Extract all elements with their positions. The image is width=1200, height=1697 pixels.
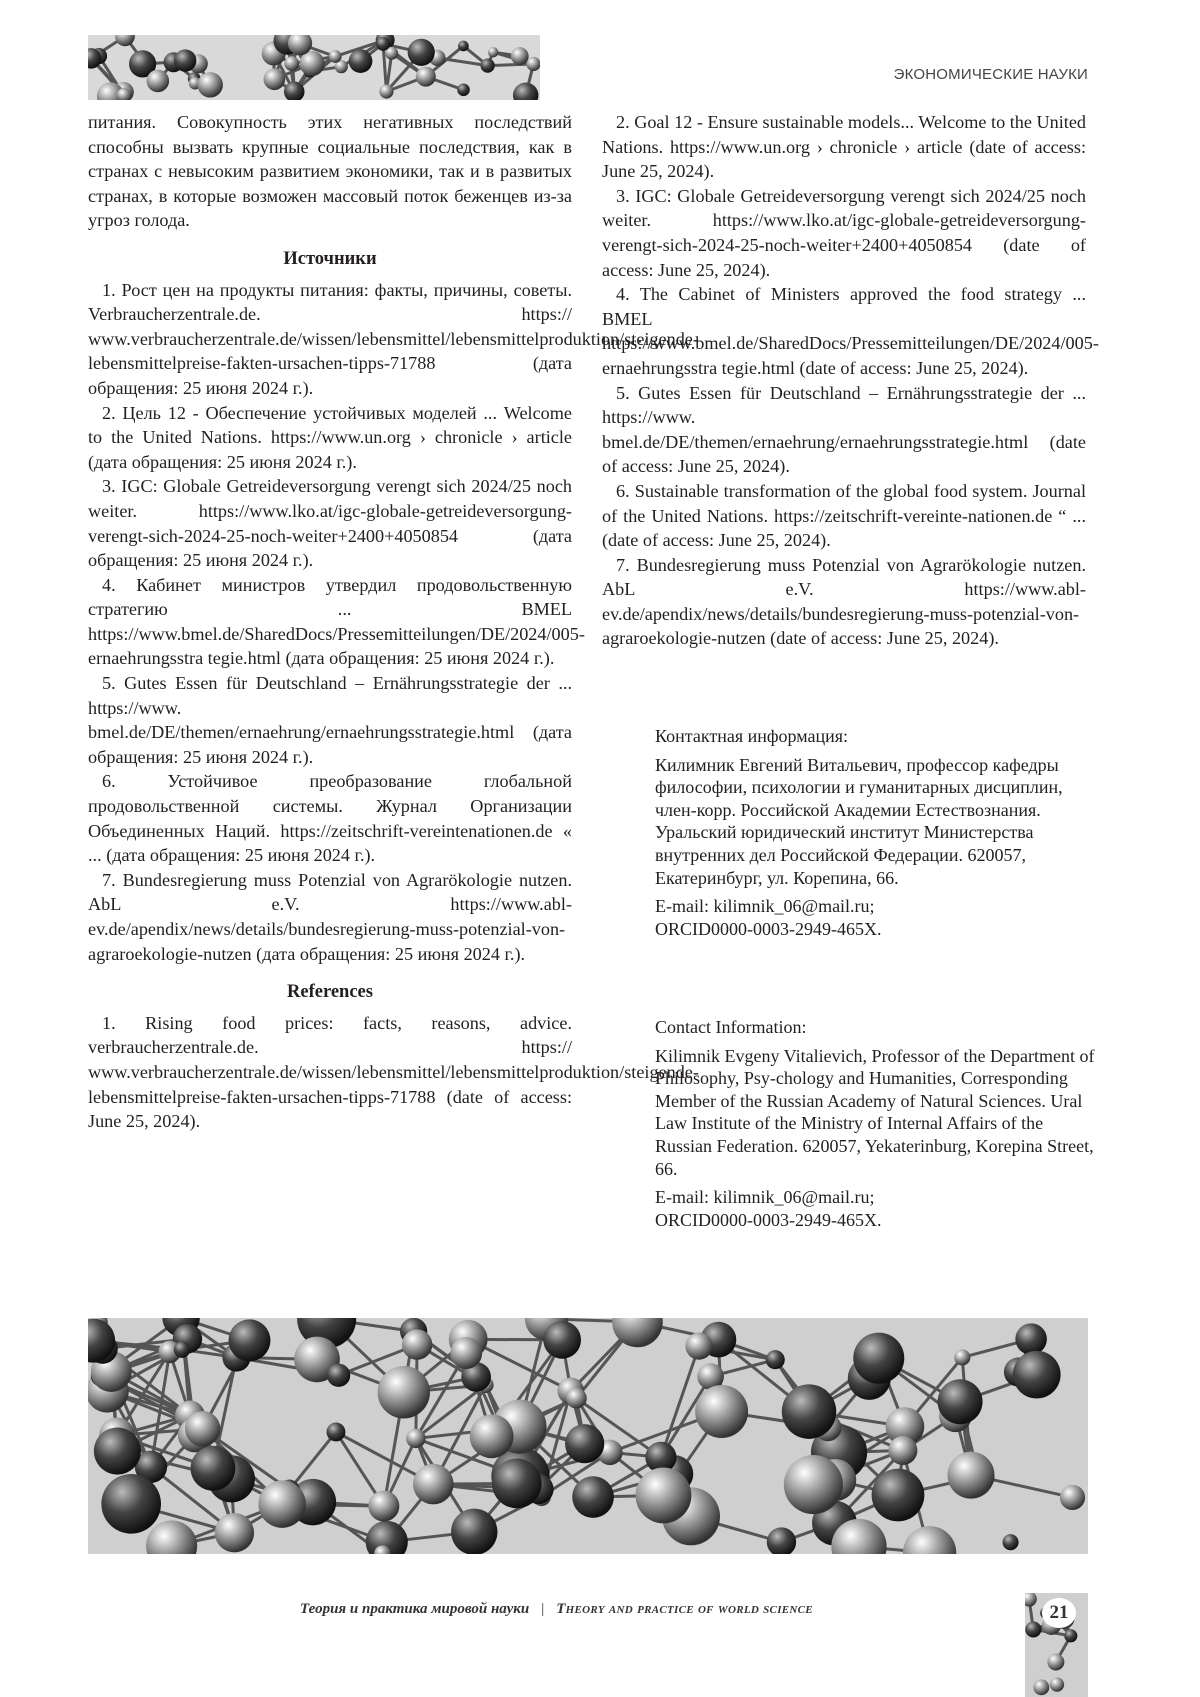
atom (1025, 1593, 1037, 1607)
atom (101, 1474, 161, 1534)
atom (215, 1513, 254, 1552)
atom (1025, 1621, 1041, 1637)
source-item: 2. Цель 12 - Обеспечение устойчивых моделей ... Welcome to the United Nations. https://www.un.org › chronicle › article (дата обращения: 25 июня 2024 г.). (88, 401, 572, 475)
atom (378, 1366, 430, 1418)
atom (526, 57, 540, 71)
reference-item: 6. Sustainable transformation of the global food system. Journal of the United Nations. https://zeitschrift-vereinte-nationen.de “ ... (date of access: June 25, 2024). (602, 479, 1086, 553)
atom (1013, 1351, 1061, 1399)
atom (174, 1341, 191, 1358)
contact-info-en (655, 1016, 1095, 1237)
sources-heading: Источники (88, 247, 572, 272)
atom (1003, 1534, 1019, 1550)
atom (258, 1480, 305, 1527)
atom (903, 1526, 956, 1554)
intro-paragraph: питания. Совокупность этих негативных последствий способны вызвать крупные социальные последствия, как в странах с невысоким развитием экономики, так и в развитых странах, в которые возможен массовый поток беженцев из-за угроз голода. (88, 110, 572, 233)
atom (406, 1429, 425, 1448)
atom (408, 39, 435, 66)
atom (1047, 1653, 1064, 1670)
footer-molecule-image (88, 1318, 1088, 1554)
atom (782, 1384, 836, 1438)
atom (1060, 1485, 1085, 1510)
source-item: 1. Рост цен на продукты питания: факты, причины, советы. Verbraucherzentrale.de. https:// www.verbraucherzentrale.de/wissen/lebensmittel/lebensmittelproduktion/steigende-lebensmittelpreise-fakten-ursachen-tipps-71788 (дата обращения: 25 июня 2024 г.). (88, 278, 572, 401)
atom (146, 1520, 197, 1554)
journal-title-en: Theory and practice of world science (556, 1601, 813, 1617)
source-item: 4. Кабинет министров утвердил продовольственную стратегию ... BMEL https://www.bmel.de/SharedDocs/Pressemitteilungen/DE/2024/005-ernaehrungsstra tegie.html (дата обращения: 25 июня 2024 г.). (88, 573, 572, 671)
atom (954, 1349, 970, 1365)
atom (938, 1379, 983, 1424)
atom (488, 47, 498, 57)
atom (1050, 1677, 1064, 1691)
atom (511, 47, 529, 65)
atom (784, 1455, 843, 1514)
reference-item: 2. Goal 12 - Ensure sustainable models... Welcome to the United Nations. https://www.un.org › chronicle › article (date of access: June 25, 2024). (602, 110, 1086, 184)
atom (695, 1385, 748, 1438)
atom (872, 1469, 925, 1522)
contact-title: Contact Information: (655, 1016, 1095, 1039)
atom (368, 1491, 399, 1522)
contact-email: E-mail: kilimnik_06@mail.ru; (655, 895, 1095, 918)
atom (458, 41, 469, 52)
atom (492, 1459, 542, 1509)
contact-orcid: ORCID0000-0003-2949-465X. (655, 918, 1095, 941)
atom (402, 1329, 432, 1359)
atom (284, 56, 299, 71)
atom (376, 37, 390, 51)
atom (1064, 1629, 1077, 1642)
atom (349, 49, 373, 73)
atom (191, 1446, 236, 1491)
references-heading: References (88, 980, 572, 1005)
atom (329, 50, 342, 63)
atom (264, 68, 286, 90)
atom (1033, 1679, 1049, 1695)
reference-item: 1. Rising food prices: facts, reasons, advice. verbraucherzentrale.de. https:// www.verbraucherzentrale.de/wissen/lebensmittel/lebensmittelproduktion/steigende-lebensmittelpreise-fakten-ursachen-tipps-71788 (date of access: June 25, 2024). (88, 1011, 572, 1134)
contact-email: E-mail: kilimnik_06@mail.ru; (655, 1186, 1095, 1209)
atom (513, 83, 538, 100)
atom (572, 1476, 614, 1518)
atom (379, 84, 393, 98)
atom (947, 1452, 994, 1499)
journal-title-ru: Теория и практика мировой науки (300, 1601, 529, 1617)
atom (326, 1423, 345, 1442)
left-column (88, 110, 572, 1134)
atom (853, 1333, 904, 1384)
atom (1015, 1323, 1047, 1355)
atom (457, 83, 470, 96)
atom (185, 1411, 220, 1446)
reference-item: 4. The Cabinet of Ministers approved the food strategy ... BMEL https://www.bmel.de/SharedDocs/Pressemitteilungen/DE/2024/005-ernaehrungsstra tegie.html (date of access: June 25, 2024). (602, 282, 1086, 380)
contact-body: Килимник Евгений Витальевич, профессор кафедры философии, психологии и гуманитарных дисциплин, член-корр. Российской Академии Естествознания. Уральский юридический институт Министерства внутренних дел Российской Федерации. 620057, Екатеринбург, ул. Корепина, 66. (655, 754, 1095, 890)
atom (451, 1509, 497, 1554)
atom (766, 1350, 785, 1369)
reference-item: 3. IGC: Globale Getreideversorgung verengt sich 2024/25 noch weiter. https://www.lko.at/igc-globale-getreideversorgung-verengt-sich-2024-25-noch-weiter+2400+4050854 (date of access: June 25, 2024). (602, 184, 1086, 282)
atom (543, 1321, 581, 1359)
source-item: 5. Gutes Essen für Deutschland – Ernährungsstrategie der ... https://www. bmel.de/DE/themen/ernaehrung/ernaehrungsstrategie.html (дата обращения: 25 июня 2024 г.). (88, 671, 572, 769)
reference-item: 5. Gutes Essen für Deutschland – Ernährungsstrategie der ... https://www. bmel.de/DE/themen/ernaehrung/ernaehrungsstrategie.html (date of access: June 25, 2024). (602, 381, 1086, 479)
footer-separator: | (541, 1601, 544, 1617)
atom (566, 1388, 587, 1409)
source-item: 6. Устойчивое преобразование глобальной продовольственной системы. Журнал Организации Объединенных Наций. https://zeitschrift-vereintenationen.de « ... (дата обращения: 25 июня 2024 г.). (88, 769, 572, 867)
atom (229, 1319, 271, 1361)
atom (450, 1337, 482, 1369)
atom (470, 1414, 514, 1458)
source-item: 3. IGC: Globale Getreideversorgung verengt sich 2024/25 noch weiter. https://www.lko.at/igc-globale-getreideversorgung-verengt-sich-2024-25-noch-weiter+2400+4050854 (дата обращения: 25 июня 2024 г.). (88, 474, 572, 572)
atom (413, 1464, 454, 1505)
atom (636, 1467, 692, 1523)
header-molecule-image (88, 35, 540, 100)
bond (661, 1346, 699, 1457)
atom (197, 72, 222, 97)
page-number: 21 (1042, 1598, 1076, 1628)
contact-info-ru (655, 725, 1095, 946)
atom (174, 49, 196, 71)
contact-body: Kilimnik Evgeny Vitalievich, Professor of the Department of Philosophy, Psy-chology and Humanities, Corresponding Member of the Russian Academy of Natural Sciences. Ural Law Institute of the Ministry of Internal Affairs of the Russian Federation. 620057, Yekaterinburg, Korepina Street, 66. (655, 1045, 1095, 1181)
section-title: ЭКОНОМИЧЕСКИЕ НАУКИ (894, 66, 1088, 83)
source-item: 7. Bundesregierung muss Potenzial von Agrarökologie nutzen. AbL e.V. https://www.abl-ev.de/apendix/news/details/bundesregierung-muss-potenzial-von-agraroekologie-nutzen (дата обращения: 25 июня 2024 г.). (88, 868, 572, 966)
atom (94, 1428, 141, 1475)
atom (767, 1527, 796, 1554)
reference-item: 7. Bundesregierung muss Potenzial von Agrarökologie nutzen. AbL e.V. https://www.abl-ev.de/apendix/news/details/bundesregierung-muss-potenzial-von-agraroekologie-nutzen (date of access: June 25, 2024). (602, 553, 1086, 651)
atom (565, 1424, 604, 1463)
atom (147, 70, 170, 93)
journal-footer (300, 1601, 813, 1618)
atom (888, 1436, 917, 1465)
atom (327, 1364, 350, 1387)
right-column (602, 110, 1086, 651)
contact-title: Контактная информация: (655, 725, 1095, 748)
atom (416, 67, 436, 87)
contact-orcid: ORCID0000-0003-2949-465X. (655, 1209, 1095, 1232)
atom (685, 1333, 712, 1360)
atom (481, 58, 495, 72)
